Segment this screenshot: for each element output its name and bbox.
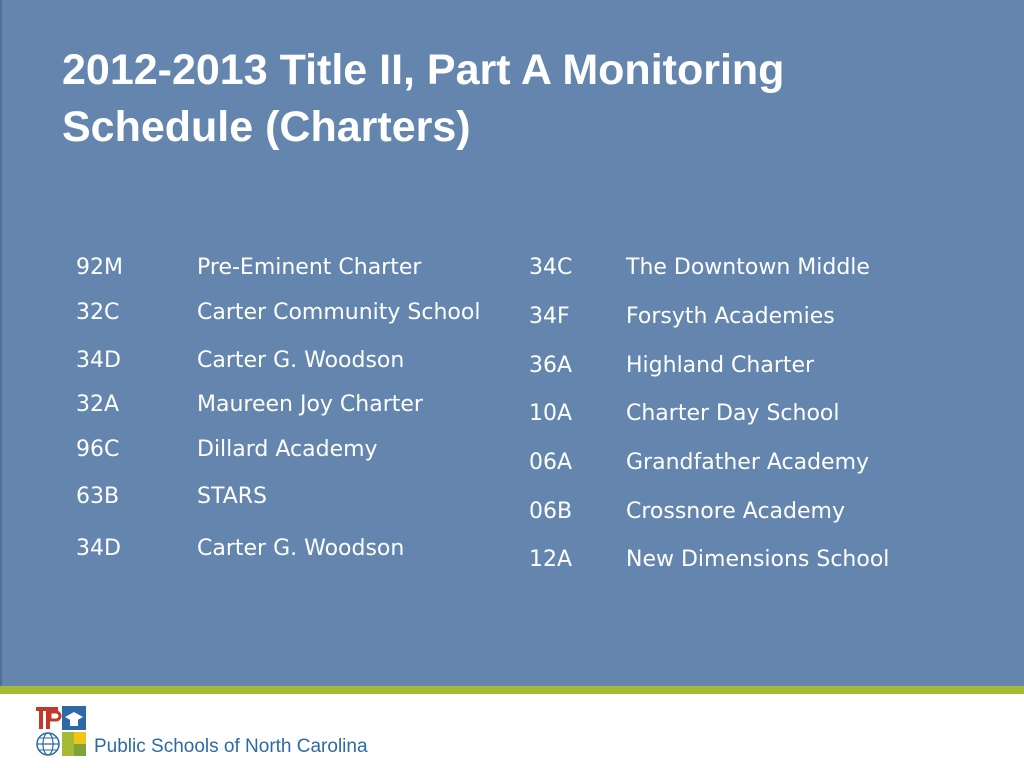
school-name: Highland Charter xyxy=(626,353,815,378)
school-name: Forsyth Academies xyxy=(626,304,835,329)
footer xyxy=(0,694,1024,768)
school-code: 36A xyxy=(529,353,573,378)
org-name: Public Schools of North Carolina xyxy=(94,736,368,757)
school-code: 34D xyxy=(76,536,121,561)
school-code: 10A xyxy=(529,401,573,426)
school-name: The Downtown Middle xyxy=(626,255,870,280)
school-name: STARS xyxy=(197,484,267,509)
school-name: Dillard Academy xyxy=(197,437,378,462)
school-code: 06B xyxy=(529,499,573,524)
school-name: Maureen Joy Charter xyxy=(197,392,423,417)
school-code: 12A xyxy=(529,547,573,572)
slide-title: 2012-2013 Title II, Part A Monitoring Schedule (Charters) xyxy=(62,46,785,151)
accent-stripe xyxy=(0,686,1024,694)
school-code: 32A xyxy=(76,392,120,417)
school-name: Carter Community School xyxy=(197,300,481,325)
school-code: 96C xyxy=(76,437,120,462)
school-name: Pre-Eminent Charter xyxy=(197,255,422,280)
school-code: 34F xyxy=(529,304,570,329)
school-code: 92M xyxy=(76,255,123,280)
school-name: Grandfather Academy xyxy=(626,450,870,475)
school-name: Carter G. Woodson xyxy=(197,536,405,561)
school-code: 34D xyxy=(76,348,121,373)
school-code: 34C xyxy=(529,255,573,280)
slide-edge xyxy=(0,0,2,686)
ncdpi-logo-icon xyxy=(34,704,88,758)
school-name: Charter Day School xyxy=(626,401,840,426)
school-name: New Dimensions School xyxy=(626,547,890,572)
school-code: 32C xyxy=(76,300,120,325)
school-name: Crossnore Academy xyxy=(626,499,845,524)
school-code: 06A xyxy=(529,450,573,475)
school-code: 63B xyxy=(76,484,120,509)
school-name: Carter G. Woodson xyxy=(197,348,405,373)
